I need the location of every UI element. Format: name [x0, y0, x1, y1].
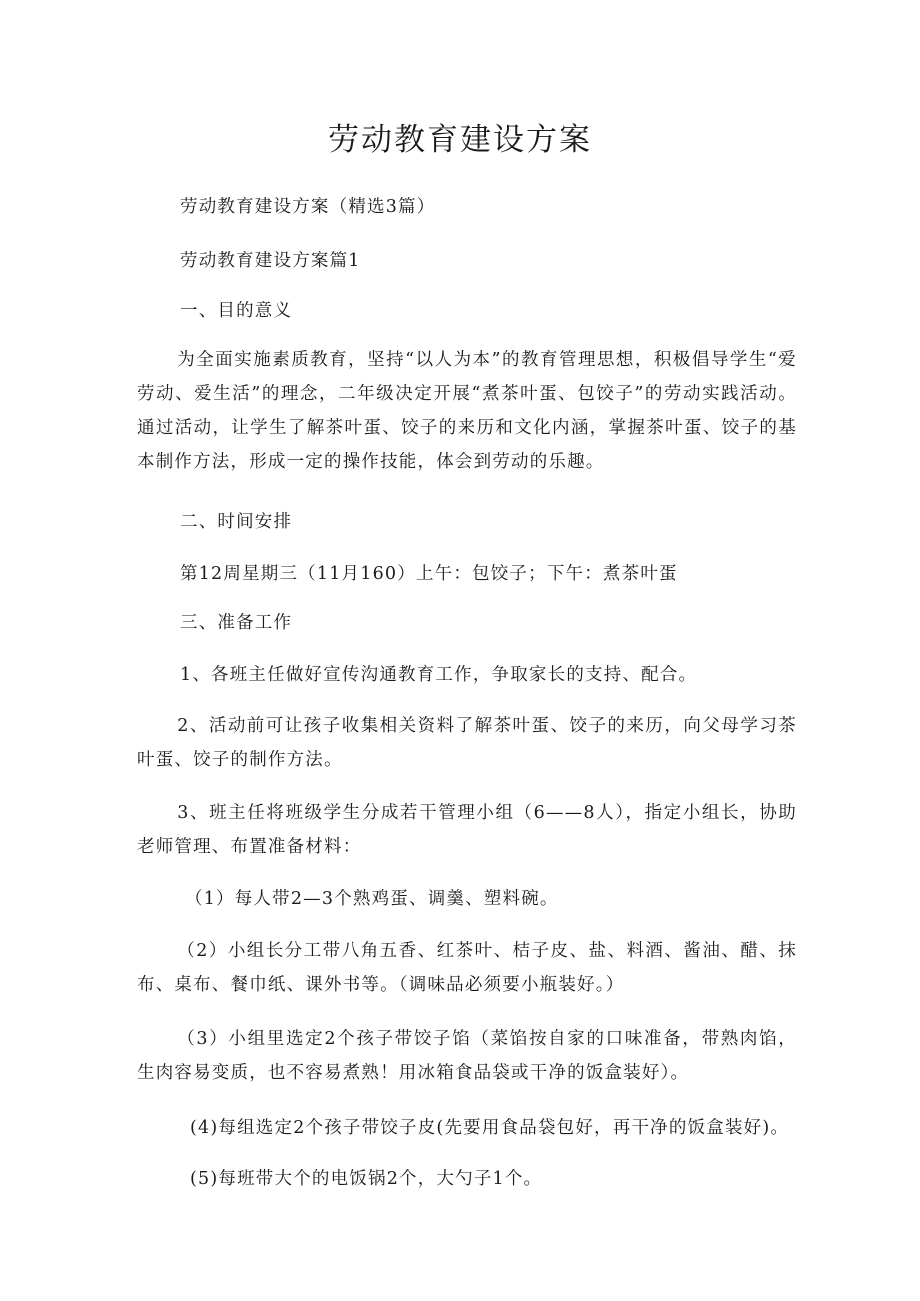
- material-item: (4)每组选定2个孩子带饺子皮(先要用食品袋包好，再干净的饭盒装好)。: [190, 1118, 790, 1138]
- prep-item: 1、各班主任做好宣传沟通教育工作，争取家长的支持、配合。: [180, 665, 698, 685]
- material-item: (5)每班带大个的电饭锅2个，大勺子1个。: [190, 1169, 543, 1189]
- section-heading-purpose: 一、目的意义: [180, 301, 293, 321]
- section-heading-prep: 三、准备工作: [180, 613, 293, 633]
- article-heading: 劳动教育建设方案篇1: [180, 251, 361, 271]
- section-heading-time: 二、时间安排: [180, 512, 293, 532]
- time-paragraph: 第12周星期三（11月160）上午：包饺子；下午：煮茶叶蛋: [180, 564, 678, 584]
- document-subtitle: 劳动教育建设方案（精选3篇）: [180, 197, 436, 217]
- prep-item: 3、班主任将班级学生分成若干管理小组（6——8人），指定小组长，协助老师管理、布置准备材料：: [137, 803, 797, 857]
- prep-item: 2、活动前可让孩子收集相关资料了解茶叶蛋、饺子的来历，向父母学习茶叶蛋、饺子的制作方法。: [137, 716, 797, 770]
- material-item: （3）小组里选定2个孩子带饺子馅（菜馅按自家的口味准备，带熟肉馅，生肉容易变质，也不容易煮熟！用冰箱食品袋或干净的饭盒装好）。: [137, 1029, 797, 1083]
- material-item: （1）每人带2—3个熟鸡蛋、调羹、塑料碗。: [185, 889, 559, 909]
- material-item: （2）小组长分工带八角五香、红茶叶、桔子皮、盐、料酒、酱油、醋、抹布、桌布、餐巾纸、课外书等。（调味品必须要小瓶装好。）: [137, 941, 797, 995]
- purpose-paragraph: 为全面实施素质教育，坚持“以人为本”的教育管理思想，积极倡导学生“爱劳动、爱生活”的理念，二年级决定开展“煮茶叶蛋、包饺子”的劳动实践活动。通过活动，让学生了解茶叶蛋、饺子的来历和文化内涵，掌握茶叶蛋、饺子的基本制作方法，形成一定的操作技能，体会到劳动的乐趣。: [137, 350, 797, 472]
- document-title: 劳动教育建设方案: [328, 122, 592, 158]
